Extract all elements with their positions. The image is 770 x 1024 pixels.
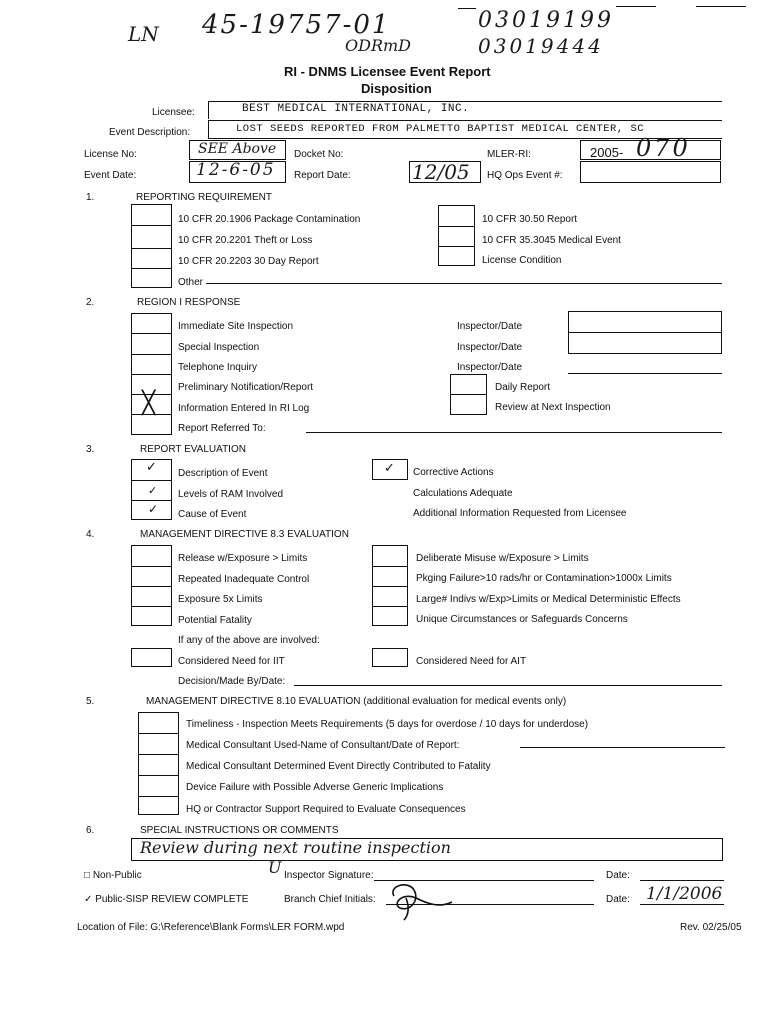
s5-option-device-failure: Device Failure with Possible Adverse Generic Implications — [186, 782, 444, 793]
s1-other-line — [206, 283, 722, 284]
s5-divider-2 — [138, 754, 179, 755]
x-mark-info-entered-log: ╳ — [142, 391, 156, 416]
s2-option-immediate-site-inspection: Immediate Site Inspection — [178, 321, 294, 332]
s4-right-divider-1 — [372, 566, 408, 567]
event-date-value: 12-6-05 — [196, 160, 276, 180]
s5-divider-4 — [138, 796, 179, 797]
comments-value: Review during next routine inspection — [140, 838, 451, 857]
event-description-label: Event Description: — [109, 127, 191, 138]
section-4-number: 4. — [86, 529, 95, 540]
s3-option-description-of-event: Description of Event — [178, 468, 268, 479]
s2-option-review-next-inspection: Review at Next Inspection — [495, 402, 611, 413]
s2-inspector-date-1-label: Inspector/Date — [457, 321, 523, 332]
s4-decision-line — [294, 685, 722, 686]
s4-decision-label: Decision/Made By/Date: — [178, 676, 286, 687]
branch-chief-label: Branch Chief Initials: — [284, 894, 376, 905]
date-1-line — [640, 880, 724, 881]
date-2-line — [640, 904, 724, 905]
s1-left-divider-3 — [131, 268, 172, 269]
handwritten-accession-2: 03019444 — [478, 34, 604, 58]
s1-option-theft-or-loss: 10 CFR 20.2201 Theft or Loss — [178, 235, 313, 246]
inspector-signature-label: Inspector Signature: — [284, 870, 374, 881]
s4-option-release-exposure: Release w/Exposure > Limits — [178, 553, 308, 564]
public-option[interactable] — [84, 894, 248, 905]
check-cause-of-event: ✓ — [148, 502, 159, 516]
report-date-label: Report Date: — [294, 170, 351, 181]
s1-left-divider-1 — [131, 225, 172, 226]
s4-option-deliberate-misuse: Deliberate Misuse w/Exposure > Limits — [416, 553, 589, 564]
public-checkmark: ✓ — [84, 894, 93, 905]
date-2-label: Date: — [606, 894, 630, 905]
handwritten-ln: LN — [128, 22, 159, 46]
s2-left-divider-1 — [131, 333, 172, 334]
hq-ops-field[interactable] — [580, 161, 721, 183]
s1-option-30-day-report: 10 CFR 20.2203 30 Day Report — [178, 256, 319, 267]
docket-no-label: Docket No: — [294, 149, 344, 160]
s2-option-info-entered-log: Information Entered In RI Log — [178, 403, 310, 414]
report-date-value: 12/05 — [412, 160, 470, 184]
mler-event-number: 070 — [636, 134, 691, 162]
s1-option-package-contamination: 10 CFR 20.1906 Package Contamination — [178, 214, 361, 225]
s3-option-corrective-actions: Corrective Actions — [413, 467, 494, 478]
s2-inspector-divider — [568, 332, 722, 333]
s3-option-calculations-adequate: Calculations Adequate — [413, 488, 513, 499]
s1-right-divider-1 — [438, 226, 475, 227]
public-label: Public-SISP REVIEW COMPLETE — [95, 894, 249, 905]
file-location: Location of File: G:\Reference\Blank Forms\LER FORM.wpd — [77, 922, 345, 933]
section-3-number: 3. — [86, 444, 95, 455]
s4-option-repeated-inadequate-control: Repeated Inadequate Control — [178, 574, 310, 585]
s5-consultant-line — [520, 747, 725, 748]
s1-checkbox-stack-right[interactable] — [438, 205, 475, 266]
s2-referred-line — [306, 432, 722, 433]
section-6-title: SPECIAL INSTRUCTIONS OR COMMENTS — [140, 825, 339, 836]
s5-checkbox-stack[interactable] — [138, 712, 179, 815]
s5-divider-3 — [138, 775, 179, 776]
top-dash-3 — [696, 6, 746, 7]
s2-inspector-date-3-label: Inspector/Date — [457, 362, 523, 373]
non-public-option[interactable] — [84, 870, 142, 881]
section-2-number: 2. — [86, 297, 95, 308]
s3-option-cause-of-event: Cause of Event — [178, 509, 247, 520]
s4-option-iit: Considered Need for IIT — [178, 656, 285, 667]
section-6-number: 6. — [86, 825, 95, 836]
s2-left-divider-3 — [131, 374, 172, 375]
section-1-title: REPORTING REQUIREMENT — [136, 192, 272, 203]
license-no-label: License No: — [84, 149, 137, 160]
handwritten-sub-code: ODRmD — [345, 36, 411, 55]
s1-option-other: Other — [178, 277, 204, 288]
handwritten-license-number: 45-19757-01 — [202, 10, 391, 40]
s4-option-potential-fatality: Potential Fatality — [178, 615, 252, 626]
licensee-label: Licensee: — [152, 107, 195, 118]
s5-option-hq-contractor-support: HQ or Contractor Support Required to Evaluate Consequences — [186, 804, 466, 815]
non-public-label: Non-Public — [92, 870, 142, 881]
licensee-value: BEST MEDICAL INTERNATIONAL, INC. — [242, 103, 470, 115]
event-description-value: LOST SEEDS REPORTED FROM PALMETTO BAPTIST MEDICAL CENTER, SC — [236, 123, 645, 135]
s2-left-divider-2 — [131, 354, 172, 355]
s2-option-report-referred: Report Referred To: — [178, 423, 266, 434]
s4-right-divider-2 — [372, 586, 408, 587]
license-no-value: SEE Above — [198, 141, 277, 157]
check-description-of-event: ✓ — [146, 460, 157, 475]
section-3-title: REPORT EVALUATION — [140, 444, 246, 455]
revision-date: Rev. 02/25/05 — [680, 922, 742, 933]
s4-option-exposure-5x: Exposure 5x Limits — [178, 594, 263, 605]
mler-prefix: 2005- — [590, 145, 624, 160]
s2-option-telephone-inquiry: Telephone Inquiry — [178, 362, 257, 373]
s4-checkbox-iit[interactable] — [131, 648, 172, 667]
s3-option-additional-info: Additional Information Requested from Licensee — [413, 508, 627, 519]
mler-label: MLER-RI: — [487, 149, 531, 160]
s2-option-preliminary-notification: Preliminary Notification/Report — [178, 382, 314, 393]
s1-checkbox-stack-left[interactable] — [131, 204, 172, 288]
form-title: RI - DNMS Licensee Event Report — [284, 64, 491, 79]
section-5-number: 5. — [86, 696, 95, 707]
handwritten-accession-1: 03019199 — [478, 8, 614, 33]
s1-right-divider-2 — [438, 246, 475, 247]
form-subtitle: Disposition — [361, 81, 432, 96]
s2-option-daily-report: Daily Report — [495, 382, 551, 393]
s2-inspector-date-3-line — [568, 373, 722, 374]
s1-option-license-condition: License Condition — [482, 255, 562, 266]
non-public-marker: □ — [84, 870, 91, 881]
s4-option-large-indivs: Large# Indivs w/Exp>Limits or Medical Deterministic Effects — [416, 594, 681, 605]
s4-left-divider-3 — [131, 606, 172, 607]
section-4-title: MANAGEMENT DIRECTIVE 8.3 EVALUATION — [140, 529, 349, 540]
section-2-title: REGION I RESPONSE — [137, 297, 241, 308]
inspector-signature-mark: U — [268, 858, 282, 877]
s4-option-unique-circumstances: Unique Circumstances or Safeguards Concerns — [416, 614, 628, 625]
branch-chief-initials-signature — [380, 878, 460, 924]
s2-inspector-date-2-label: Inspector/Date — [457, 342, 523, 353]
top-dash-2 — [616, 6, 656, 7]
s1-left-divider-2 — [131, 248, 172, 249]
s1-option-30-50-report: 10 CFR 30.50 Report — [482, 214, 578, 225]
s5-option-consultant-determined-fatality: Medical Consultant Determined Event Directly Contributed to Fatality — [186, 761, 491, 772]
s4-right-divider-3 — [372, 606, 408, 607]
check-levels-of-ram: ✓ — [148, 484, 158, 497]
branch-chief-date-value: 1/1/2006 — [646, 884, 723, 904]
s5-option-medical-consultant-used: Medical Consultant Used-Name of Consultant/Date of Report: — [186, 740, 460, 751]
event-date-label: Event Date: — [84, 170, 137, 181]
check-corrective-actions: ✓ — [384, 461, 395, 476]
s3-option-levels-of-ram: Levels of RAM Involved — [178, 489, 284, 500]
s4-checkbox-ait[interactable] — [372, 648, 408, 667]
s2-right-divider — [450, 394, 487, 395]
top-dash-1 — [458, 8, 476, 9]
s4-left-divider-2 — [131, 586, 172, 587]
s5-divider-1 — [138, 733, 179, 734]
s4-option-pkging-failure: Pkging Failure>10 rads/hr or Contamination>1000x Limits — [416, 573, 672, 584]
s3-left-divider-1 — [131, 480, 172, 481]
s5-option-timeliness: Timeliness - Inspection Meets Requirements (5 days for overdose / 10 days for underdose) — [186, 719, 589, 730]
s4-if-any-label: If any of the above are involved: — [178, 635, 320, 646]
section-1-number: 1. — [86, 192, 95, 203]
s4-option-ait: Considered Need for AIT — [416, 656, 527, 667]
s1-option-medical-event: 10 CFR 35.3045 Medical Event — [482, 235, 621, 246]
section-5-title: MANAGEMENT DIRECTIVE 8.10 EVALUATION (additional evaluation for medical events only) — [146, 696, 567, 707]
s3-left-divider-2 — [131, 500, 172, 501]
s4-left-divider-1 — [131, 566, 172, 567]
date-1-label: Date: — [606, 870, 630, 881]
hq-ops-label: HQ Ops Event #: — [487, 170, 563, 181]
s2-option-special-inspection: Special Inspection — [178, 342, 260, 353]
